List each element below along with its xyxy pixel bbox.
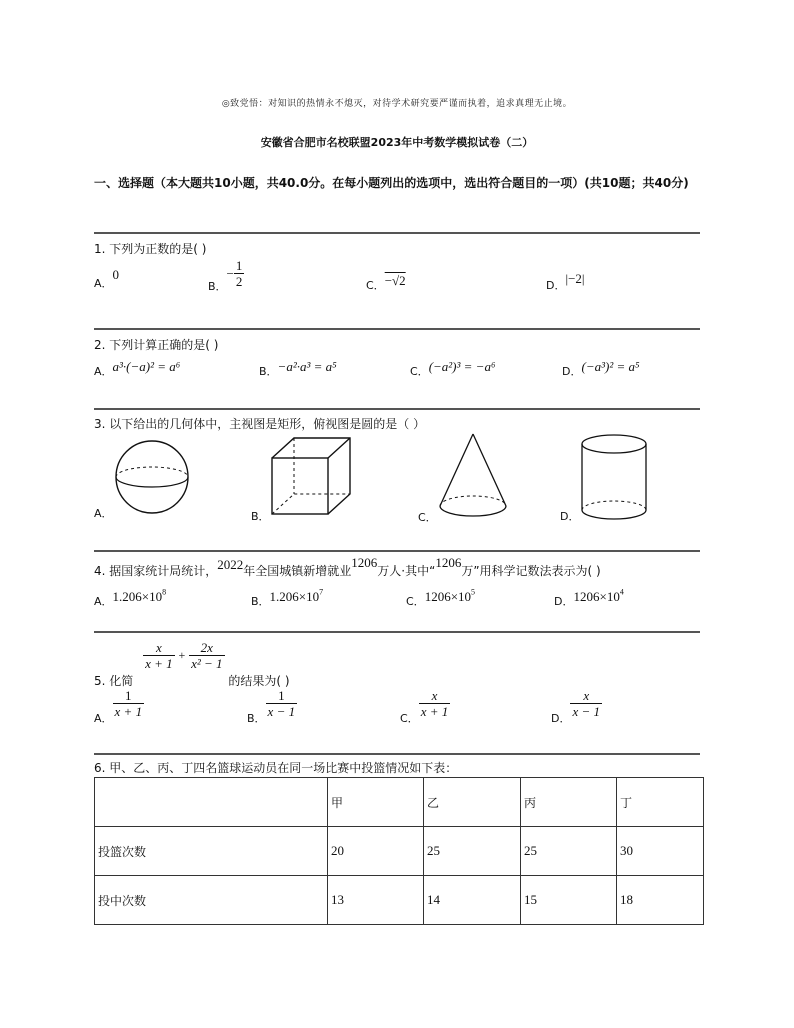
option-math: (−a³)² = a⁵ [581, 359, 640, 374]
divider [94, 408, 700, 410]
table-header-cell: 丁 [617, 778, 704, 827]
q4-stem: 4. 据国家统计局统计，2022年全国城镇新增就业1206万人·其中“1206万”用科学记数法表示为( ) [94, 555, 601, 578]
q1-option-b[interactable] [208, 258, 244, 293]
option-label: B． [208, 280, 227, 293]
option-math: −a²·a³ = a⁵ [277, 359, 337, 374]
option-label: B． [251, 595, 270, 608]
q5-stem: 5. 化简 $\frac{x}{x + 1}$ + $\frac{2x}{\text{x² − 1}}$ 的结果为( ) [94, 640, 290, 688]
header-motto: ◎致党悟：对知识的热情永不熄灭，对待学术研究要严谨而执着，追求真理无止境。 [221, 99, 573, 109]
option-sign: − [226, 266, 234, 281]
table-row [95, 827, 704, 876]
q5-option-d[interactable] [551, 688, 602, 725]
fraction: $\frac{1}{x - 1}$ [267, 688, 296, 719]
option-label: C． [400, 712, 419, 725]
q2-option-c[interactable] [410, 360, 495, 379]
table-header-cell: 甲 [328, 778, 424, 827]
table-cell: 18 [617, 876, 704, 925]
q3-option-b[interactable]: B． [251, 510, 270, 523]
option-math: 0 [112, 267, 120, 282]
q3-stem: 3. 以下给出的几何体中，主视图是矩形，俯视图是圆的是（ ） [94, 417, 426, 431]
q1-option-a[interactable] [94, 267, 120, 291]
option-label: D． [554, 595, 574, 608]
q4-option-a[interactable]: $_{A.}1.206\times 10^8$ [94, 587, 167, 608]
q5-option-b[interactable] [247, 688, 297, 725]
table-row-label: 投中次数 [95, 876, 328, 925]
fraction: $\frac{2x}{\text{x² − 1}}$ [191, 640, 223, 671]
divider [94, 328, 700, 330]
cylinder-icon [578, 432, 650, 524]
q3-option-c[interactable]: C． [418, 511, 437, 524]
divider [94, 550, 700, 552]
table-cell [95, 778, 328, 827]
option-label: D． [562, 365, 582, 378]
numerator: 1 [235, 258, 243, 273]
q5-option-a[interactable] [94, 688, 144, 725]
table-cell: 25 [424, 827, 521, 876]
table-cell: 25 [521, 827, 617, 876]
table-cell: 14 [424, 876, 521, 925]
option-label: A． [94, 712, 113, 725]
q1-stem: 1. 下列为正数的是( ) [94, 242, 207, 256]
fraction: $\frac{x}{x + 1}$ [145, 640, 173, 671]
table-cell: 15 [521, 876, 617, 925]
q2-option-a[interactable] [94, 360, 180, 379]
option-label: D． [546, 279, 566, 292]
q2-stem: 2. 下列计算正确的是( ) [94, 338, 219, 352]
q3-option-d[interactable]: D． [560, 510, 580, 523]
option-math: |−2| [565, 271, 585, 286]
option-label: B． [247, 712, 266, 725]
page-title: 安徽省合肥市名校联盟2023年中考数学模拟试卷（二） [260, 136, 534, 149]
fraction: $\frac{x}{x + 1}$ [420, 688, 449, 719]
option-math: a³·(−a)² = a⁶ [112, 359, 181, 374]
divider [94, 631, 700, 633]
table-cell: 30 [617, 827, 704, 876]
table-header-row [95, 778, 704, 827]
q1-option-c[interactable] [366, 274, 406, 293]
option-label: D． [551, 712, 571, 725]
table-cell: 13 [328, 876, 424, 925]
fraction: $\frac{x}{x - 1}$ [572, 688, 601, 719]
option-label: A． [94, 365, 113, 378]
cone-icon [436, 432, 510, 520]
divider [94, 232, 700, 234]
option-label: A． [94, 277, 113, 290]
option-label: C． [410, 365, 429, 378]
denominator: 2 [235, 274, 243, 289]
q2-option-d[interactable] [562, 360, 640, 379]
option-math: (−a²)³ = −a⁶ [428, 359, 496, 374]
sphere-icon [112, 436, 192, 518]
q4-option-c[interactable]: $_{C.}1206\times 10^5$ [406, 587, 476, 608]
option-label: B． [259, 365, 278, 378]
table-cell: 20 [328, 827, 424, 876]
q2-option-b[interactable] [259, 360, 337, 379]
fraction [234, 258, 245, 289]
fraction: $\frac{1}{x + 1}$ [114, 688, 143, 719]
divider [94, 753, 700, 755]
option-label: A． [94, 595, 113, 608]
q6-stem: 6. 甲、乙、丙、丁四名篮球运动员在同一场比赛中投篮情况如下表： [94, 761, 458, 775]
q4-option-d[interactable]: $_{D.}1206\times 10^4$ [554, 587, 624, 608]
section-heading: 一、选择题（本大题共10小题，共40.0分。在每小题列出的选项中，选出符合题目的一项）(共10题；共40分) [94, 176, 689, 190]
table-row-label: 投篮次数 [95, 827, 328, 876]
option-label: C． [366, 279, 385, 292]
q3-option-a[interactable]: A． [94, 507, 113, 520]
option-math: −√2 [384, 273, 406, 288]
table-header-cell: 乙 [424, 778, 521, 827]
table-header-cell: 丙 [521, 778, 617, 827]
stats-table [94, 777, 704, 925]
cube-icon [266, 434, 356, 520]
q4-option-b[interactable]: $_{B.}1.206\times 10^7$ [251, 587, 324, 608]
option-label: C． [406, 595, 425, 608]
table-row [95, 876, 704, 925]
q1-option-d[interactable] [546, 271, 585, 293]
q5-option-c[interactable] [400, 688, 450, 725]
